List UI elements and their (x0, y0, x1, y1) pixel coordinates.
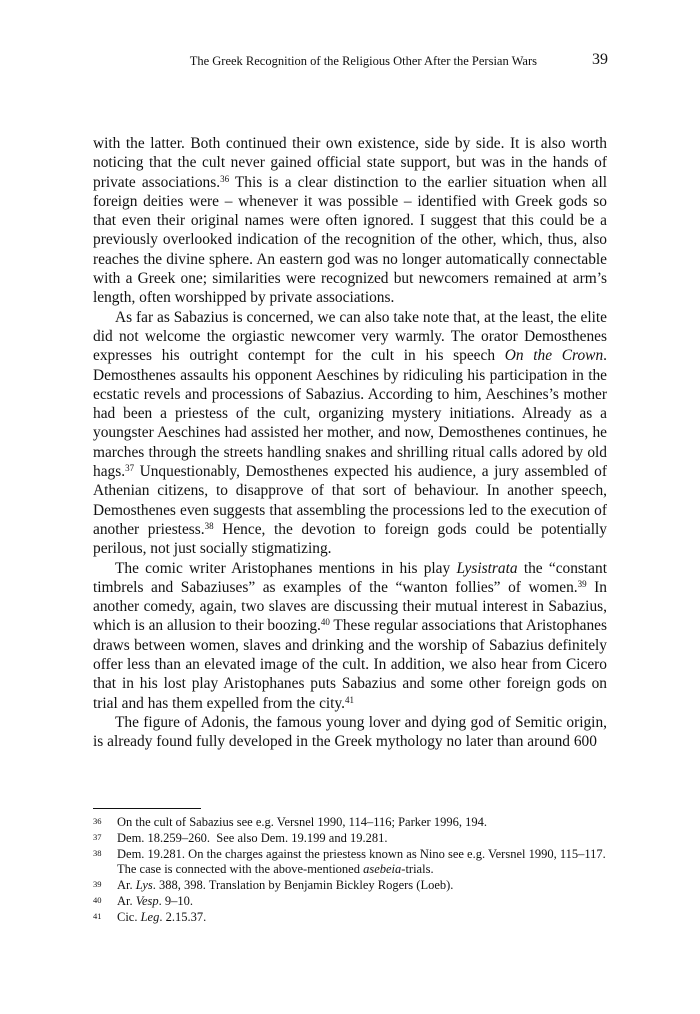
text-run: Unquestionably, Demosthenes expected his audience, a jury assembled of Athenian citizens, to disapprove of that sort of behaviour. In another speech, Demosthenes even suggests that assembling the processions led to the execution of another priestess. (93, 463, 607, 538)
running-title: The Greek Recognition of the Religious Other After the Persian Wars (189, 54, 537, 68)
footnote-ref-41: 41 (345, 694, 355, 705)
italic-term: asebeia (363, 862, 402, 877)
italic-term: Vesp (135, 893, 159, 908)
work-title-lysistrata: Lysistrata (456, 559, 518, 577)
footnote-number: 37 (93, 831, 102, 842)
text-run: with the latter. Both continued their own existence, side by side. It is also worth noticing that the cult never gained official state support, but was in the hands of private associations. (93, 135, 607, 191)
footnotes (93, 815, 613, 926)
text-run: The comic writer Aristophanes mentions in his play (115, 559, 457, 577)
footnote-text (117, 894, 613, 910)
paragraph-1 (93, 134, 607, 308)
text-run: This is a clear distinction to the earlier situation when all foreign deities were – whenever it was possible – identified with Greek gods so that even their original names were often ignored. I suggest that this could be a previously overlooked indication of the recognition of the other, which, thus, also reaches the divine sphere. An eastern god was no longer automatically connectable with a Greek one; similarities were recognized but newcomers remained at arm’s length, often worshipped by private associations. (93, 173, 607, 307)
running-head (0, 51, 700, 74)
text-run: -trials. (401, 862, 434, 877)
paragraph-3 (93, 559, 607, 713)
footnote-37 (93, 831, 613, 847)
text-run: Dem. 19.281. On the charges against the priestess known as Nino see e.g. Versnel 1990, 115–117. The case is connected with the above-mentioned (117, 846, 606, 877)
footnote-ref-38: 38 (204, 520, 214, 531)
text-run: The figure of Adonis, the famous young lover and dying god of Semitic origin, is already found fully developed in the Greek mythology no later than around 600 (93, 713, 607, 751)
text-run: As far as Sabazius is concerned, we can also take note that, at the least, the elite did not welcome the orgiastic newcomer very warmly. The orator Demosthenes expresses his outright contempt for the cult in his speech (93, 308, 607, 365)
italic-term: Leg (140, 909, 160, 924)
text-run: Cic. (117, 909, 141, 924)
footnote-text (117, 878, 613, 894)
footnote-41 (93, 910, 613, 926)
text-run: Ar. (117, 878, 136, 893)
text-run: Ar. (117, 893, 136, 908)
footnote-text: On the cult of Sabazius see e.g. Versnel 1990, 114–116; Parker 1996, 194. (117, 815, 487, 829)
text-run: . Demosthenes assaults his opponent Aeschines by ridiculing his participation in the ecstatic revels and processions of Sabazius. According to him, Aeschines’s mother had been a priestess of the cult, organizing mystery initiations. Already as a youngster Aeschines had assisted her mother, and now, Demosthenes continues, he marches through the streets handling snakes and shrilling ritual calls adored by old hags. (93, 347, 607, 481)
text-run: These regular associations that Aristophanes draws between women, slaves and drinking and the worship of Sabazius definitely offer less than an elevated image of the cult. In addition, we also hear from Cicero that in his lost play Aristophanes puts Sabazius and some other foreign gods on trial and has them expelled from the city. (93, 617, 607, 712)
footnote-40 (93, 894, 613, 910)
footnote-ref-40: 40 (320, 617, 330, 628)
footnote-text (117, 910, 613, 926)
paragraph-2 (93, 308, 607, 559)
body-text (93, 134, 607, 752)
italic-term: Lys (135, 878, 153, 893)
text-run: . 388, 398. Translation by Benjamin Bickley Rogers (Loeb). (152, 878, 454, 893)
work-title-on-the-crown: On the Crown (504, 347, 604, 365)
text-run: In another comedy, again, two slaves are discussing their mutual interest in Sabazius, which is an allusion to their boozing. (93, 578, 607, 635)
footnote-number: 36 (93, 816, 102, 826)
footnote-ref-39: 39 (577, 578, 587, 589)
footnote-number: 40 (93, 894, 102, 905)
footnote-separator (93, 808, 201, 809)
page-number: 39 (592, 51, 608, 68)
text-run: the “constant timbrels and Sabaziuses” as examples of the “wanton follies” of women. (93, 559, 607, 596)
footnote-number: 38 (93, 847, 102, 858)
text-run: . 2.15.37. (159, 909, 207, 924)
footnote-ref-37: 37 (125, 463, 135, 474)
footnote-number: 39 (93, 879, 102, 890)
text-run: . 9–10. (158, 893, 194, 908)
footnote-number: 41 (93, 910, 102, 921)
footnote-ref-36: 36 (220, 173, 230, 184)
footnote-text: Dem. 18.259–260. See also Dem. 19.199 and 19.281. (117, 830, 388, 845)
footnote-38 (93, 847, 613, 879)
paragraph-4 (93, 713, 607, 752)
text-run: Hence, the devotion to foreign gods could be potentially perilous, not just socially stigmatizing. (93, 520, 607, 558)
footnote-text (117, 847, 613, 879)
footnote-39 (93, 878, 613, 894)
footnote-36 (93, 815, 613, 831)
